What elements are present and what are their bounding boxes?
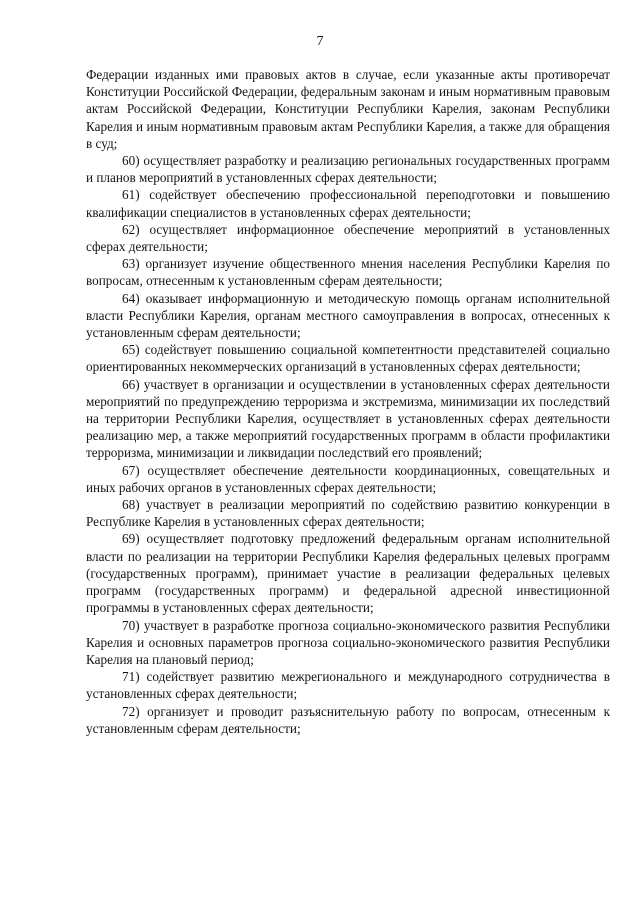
- paragraph-item-63: 63) организует изучение общественного мнения населения Республики Карелия по вопросам, отнесенным к установленным сферам деятельности;: [86, 256, 610, 289]
- paragraph-item-64: 64) оказывает информационную и методическую помощь органам исполнительной власти Республики Карелия, органам местного самоуправления в вопросах, отнесенных к установленным сферам деятельности;: [86, 290, 610, 341]
- paragraph-continuation: Федерации изданных ими правовых актов в случае, если указанные акты противоречат Конституции Российской Федерации, федеральным законам и иным нормативным правовым актам Российской Федерации, Конституции Республики Карелия, законам Республики Карелия и иным нормативным правовым актам Республики Карелия, а также для обращения в суд;: [86, 67, 610, 151]
- paragraph-item-68: 68) участвует в реализации мероприятий по содействию развитию конкуренции в Республике Карелия в установленных сферах деятельности;: [86, 497, 610, 530]
- document-body: [86, 66, 610, 737]
- page-number: 7: [316, 34, 324, 49]
- paragraph-item-62: 62) осуществляет информационное обеспечение мероприятий в установленных сферах деятельности;: [86, 221, 610, 255]
- paragraph-item-60: 60) осуществляет разработку и реализацию региональных государственных программ и планов мероприятий в установленных сферах деятельности;: [86, 153, 610, 186]
- paragraph-item-65: 65) содействует повышению социальной компетентности представителей социально ориентированных некоммерческих организаций в установленных сферах деятельности;: [86, 342, 610, 375]
- paragraph-item-66: 66) участвует в организации и осуществлении в установленных сферах деятельности мероприятий по предупреждению терроризма и экстремизма, минимизации их последствий на территории Республики Карелия, осуществляет в установленных сферах деятельности реализацию мер, а также мероприятий государственных программ в области профилактики терроризма, минимизации и ликвидации последствий его проявлений;: [86, 376, 610, 461]
- paragraph-item-61: 61) содействует обеспечению профессиональной переподготовки и повышению квалификации специалистов в установленных сферах деятельности;: [86, 187, 610, 220]
- paragraph-item-67: 67) осуществляет обеспечение деятельности координационных, совещательных и иных рабочих органов в установленных сферах деятельности;: [86, 462, 610, 495]
- paragraph-item-72: 72) организует и проводит разъяснительную работу по вопросам, отнесенным к установленным сферам деятельности;: [86, 703, 610, 736]
- paragraph-item-70: 70) участвует в разработке прогноза социально-экономического развития Республики Карелия и основных параметров прогноза социально-экономического развития Республики Карелия на плановый период;: [86, 617, 610, 667]
- paragraph-item-71: 71) содействует развитию межрегионального и международного сотрудничества в установленных сферах деятельности;: [86, 669, 610, 702]
- paragraph-item-69: 69) осуществляет подготовку предложений федеральным органам исполнительной власти по реализации на территории Республики Карелия федеральных целевых программ (государственных программ), принимает участие в реализации федеральных целевых программ (государственных программ) и федеральной адресной инвестиционной программы в установленных сферах деятельности;: [86, 531, 610, 616]
